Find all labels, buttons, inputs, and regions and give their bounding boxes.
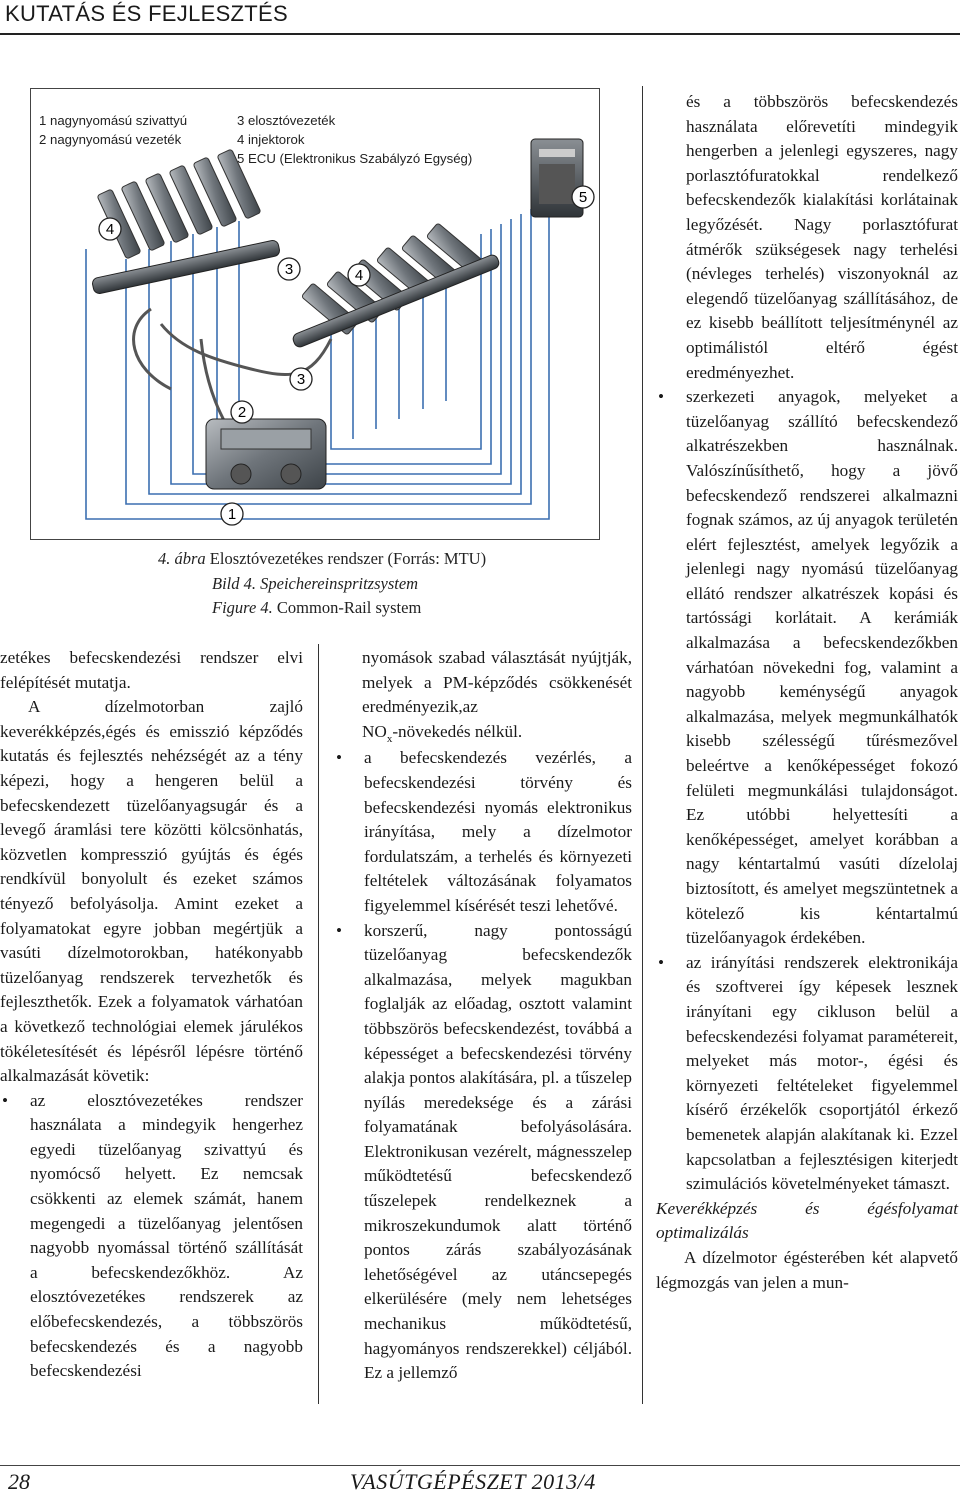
text-column-3 — [656, 90, 958, 1295]
paragraph: A dízelmotorban zajló keverékképzés,égés és emisszió képződés kutatás és fejlesztés nehézségét az a tény képezi, hogy a hengeren belül a befecskendezett tüzelőanyagsugár és a levegő áramlási tere közötti kölcsönhatás, közvetlen kompresszió gyújtás és égés rendkívül bonyolult és ezeket számos tényező befolyásolja. Amint ezeket a folyamatokat egyre jobban megértjük a vasúti dízelmotorokban, hatékonyabb tüzelőanyag rendszerek tervezhetők és fejleszthetők. Ezek a folyamatok várhatóan a következő technológiai elemek járulékos tökéletesítését és lépésről lépésre történő alkalmazását követik: — [0, 697, 303, 1086]
callout-label: 2 — [237, 404, 247, 421]
journal-name: VASÚTGÉPÉSZET 2013/4 — [350, 1469, 596, 1494]
paragraph: nyomások szabad választását nyújtják, melyek a PM-képződés csökkenését eredményezik,az — [362, 648, 632, 717]
callout-label: 3 — [284, 261, 294, 278]
bullet-text: az elosztóvezetékes rendszer használata a mindegyik hengerhez egyedi tüzelőanyag szivattyú és nyomócső helyett. Ez nemcsak csökkenti az elemek számát, hanem megengedi a tüzelőanyag jelentősen nagyobb nyomással történő szállítását a befecskendezőkhöz. Az elosztóvezetékes rendszerek az előbefecskendezés, a többszörös befecskendezés és a nagyobb befecskendezési — [30, 1090, 303, 1381]
footer-rule — [0, 1465, 960, 1466]
callout-label: 1 — [227, 506, 237, 523]
bullet-item — [656, 385, 958, 951]
column-divider — [642, 86, 643, 1404]
bullet-item — [656, 951, 958, 1197]
legend-item: 2 nagynyomású vezeték — [39, 132, 182, 147]
bullet-marker: • — [2, 1090, 9, 1110]
paragraph: A dízelmotor égésterében két alapvető légmozgás van jelen a mun- — [656, 1247, 958, 1292]
figure-caption-de: Bild 4. Speichereinspritzsystem — [212, 574, 419, 593]
legend-item: 1 nagynyomású szivattyú — [39, 113, 188, 128]
paragraph: zetékes befecskendezési rendszer elvi felépítését mutatja. — [0, 648, 303, 692]
bullet-text: az irányítási rendszerek elektronikája és szoftverei így képesek lesznek irányítani egy cikluson belül a befecskendezési folyamat paramétereit, melyeket más motor-, égési és környezeti feltételeket figyelemmel kísérő érzékelők csoportjától érkező bemenetek alapján alakítanak ki. Ezzel kapcsolatban a fejlesztésigen kiterjedt szimulációs követelményeket támaszt. — [686, 952, 958, 1194]
bullet-text: szerkezeti anyagok, melyeket a tüzelőanyag szállító befecskendező alkatrészekben használnak. Valószínűsíthető, hogy a jövő befecskendező rendszerei alkalmazni fognak számos, az új anyagok területén elért fejlesztést, amelyek legyőzik a jelenlegi nagy nyomású tüzelőanyag ellátó rendszer alkatrészek kopási és tartóssági korlátait. A kerámiák alkalmazása a befecskendezőkben várhatóan növekedni fog, valamint a nagyobb keménységű anyagok alkalmazása, melyek megmunkálhatók kisebb szélességű tűrésmezővel beleértve a kenőképességet fokozó felületi megmunkálási tulajdonságot. Ez utóbbi helyettesíti a kenőképességet, amelyet korábban a nagy kéntartalmú vasúti dízelolaj biztosított, és amelyet megszüntetnek a kötelező kis kéntartalmú tüzelőanyagok érdekében. — [686, 387, 958, 948]
paragraph: $NO_x$-növekedés nélkül. — [362, 721, 523, 745]
header-rule — [0, 33, 960, 35]
legend-item: 5 ECU (Elektronikus Szabályzó Egység) — [237, 151, 473, 166]
injector-bank-right — [291, 223, 500, 349]
text-column-2 — [334, 646, 632, 1386]
page-footer — [0, 1443, 960, 1494]
legend-item: 4 injektorok — [237, 132, 305, 147]
high-pressure-pump — [206, 419, 326, 489]
figure-caption-hu: 4. ábra Elosztóvezetékes rendszer (Forrás: MTU) — [158, 549, 487, 568]
bullet-text: korszerű, nagy pontosságú tüzelőanyag befecskendezők alkalmazása, melyek magukban foglalják az előadag, osztott valamint többszörös befecskendezést, továbbá a képességet a befecskendezési törvény alakja pontos alakítására, pl. a tűszelep nyílás meredeksége és a zárási folyamatának befolyásolására. Elektronikusan vezérelt, mágnesszelep működtetésű befecskendező tűszelepek rendelkeznek a mikroszekundumok alatt történő pontos zárás szabályozásának lehetőségével az utáncsepegés elkerülésére (mely nem lehetséges mechanikus működtetésű, hagyományos rendszerekkel) céljából. Ez a jellemző — [364, 920, 632, 1383]
page-header — [0, 0, 960, 38]
injector-bank-left — [91, 149, 280, 295]
legend-item: 3 elosztóvezeték — [237, 113, 336, 128]
figure-caption-en: Figure 4. Common-Rail system — [212, 598, 422, 617]
bullet-item — [334, 746, 632, 918]
bullet-item — [0, 1089, 303, 1384]
page-number: 28 — [8, 1469, 30, 1494]
bullet-item — [334, 919, 632, 1386]
column-divider — [318, 644, 319, 1404]
figure-common-rail — [30, 88, 600, 540]
section-title: KUTATÁS ÉS FEJLESZTÉS — [5, 1, 288, 26]
paragraph: és a többszörös befecskendezés használata előrevetíti mindegyik hengerben a jelenlegi egyszeres, nagy porlasztófuratokkal rendelkező befecskendezők kialakítási korlátainak legyőzését. Nagy porlasztófurat átmérők szükségesek nagy terhelési (névleges terhelés) viszonyoknál az elegendő tüzelőanyag szállításához, de ez kisebb beállított teljesítménynél az optimálistól eltérő égést eredményezhet. — [686, 92, 958, 382]
callout-label: 4 — [105, 221, 115, 238]
callout-label: 5 — [578, 189, 588, 206]
callout-label: 3 — [296, 371, 306, 388]
text-column-1 — [0, 646, 303, 1384]
bullet-text: a befecskendezés vezérlés, a befecskendezési törvény és befecskendezési nyomás elektronikus irányítása, mely a dízelmotor fordulatszám, a terhelés és környezeti feltételek változásának folyamatos figyelemmel kísérését teszi lehetővé. — [364, 748, 632, 915]
callout-label: 4 — [354, 267, 364, 284]
bullet-marker: • — [336, 748, 343, 768]
common-rail-illustration — [31, 89, 599, 539]
subheading: Keverékképzés és égésfolyamat optimalizálás — [656, 1198, 958, 1243]
bullet-marker: • — [336, 920, 343, 940]
bullet-marker: • — [658, 387, 665, 407]
bullet-marker: • — [658, 952, 665, 972]
